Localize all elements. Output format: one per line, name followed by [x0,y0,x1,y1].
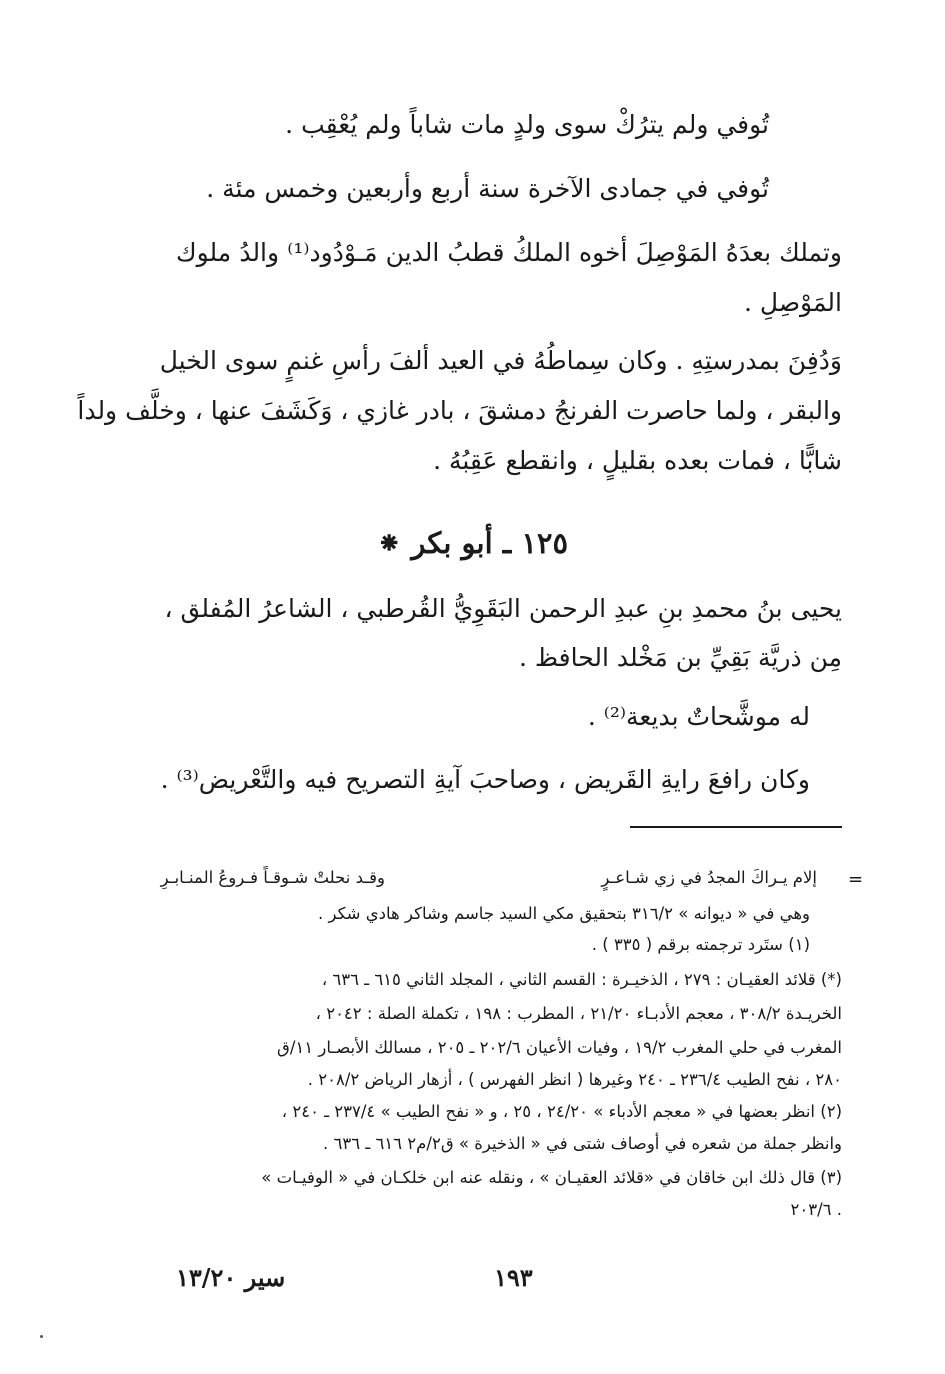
body-line-5: وَدُفِنَ بمدرستِهِ . وكان سِماطُهُ في العيد ألفَ رأسِ غنمٍ سوى الخيل [159,346,842,375]
body-line-1: تُوفي ولم يترُكْ سوى ولدٍ مات شاباً ولم يُعْقِب . [285,110,769,139]
footnote-line-9: (٣) قال ذلك ابن خاقان في «قلائد العقيـان » ، ونقله عنه ابن خلكـان في « الوفيـات » [261,1168,842,1187]
scan-speck [40,1335,43,1338]
footnote-line-7: (٢) انظر بعضها في « معجم الأدباء » ٢٤/٢٠ ، ٢٥ ، و « نفح الطيب » ٢٣٧/٤ ـ ٢٤٠ ، [281,1102,842,1121]
body-line-2: تُوفي في جمادى الآخرة سنة أربع وأربعين وخمس مئة . [206,174,769,203]
signature-mark: سير ١٣/٢٠ [176,1263,286,1292]
entry-line-3: له موشَّحاتٌ بديعة⁽²⁾ . [587,702,810,731]
entry-heading: ١٢٥ ـ أبو بكر ⁕ [376,526,569,560]
body-line-4: المَوْصِلِ . [744,288,842,317]
body-line-7: شابًّا ، فمات بعده بقليلٍ ، وانقطع عَقِبُهُ . [433,446,842,475]
footnote-line-3: (*) قلائد العقيـان : ٢٧٩ ، الذخيـرة : القسم الثاني ، المجلد الثاني ٦١٥ ـ ٦٣٦ ، [321,970,842,989]
footnote-verse-right: إلام يـراكَ المجدُ في زي شـاعـرٍ [601,868,817,887]
footnote-line-8: وانظر جملة من شعره في أوصاف شتى في « الذخيرة » ق٢/م٢ ٦١٦ ـ ٦٣٦ . [323,1134,842,1153]
footnote-line-10: ٢٠٣/٦ . [790,1200,842,1219]
footnote-separator [630,826,842,828]
footnote-verse-left: وقـد نحلتْ شـوقـاً فـروعُ المنـابـرِ [160,868,385,887]
footnote-line-5: المغرب في حلي المغرب ١٩/٢ ، وفيات الأعيان ٢٠٢/٦ ـ ٢٠٥ ، مسالك الأبصـار ١١/ق [277,1038,842,1057]
page-number: ١٩٣ [494,1263,533,1292]
footnote-line-1: وهي في « ديوانه » ٣١٦/٢ بتحقيق مكي السيد جاسم وشاكر هادي شكر . [317,904,810,923]
footnote-line-6: ٢٨٠ ، نفح الطيب ٢٣٦/٤ ـ ٢٤٠ وغيرها ( انظر الفهرس ) ، أزهار الرياض ٢٠٨/٢ . [307,1070,842,1089]
entry-line-1: يحيى بنُ محمدِ بنِ عبدِ الرحمن البَقَوِيُّ القُرطبي ، الشاعرُ المُفلق ، [164,594,842,623]
entry-line-4: وكان رافعَ رايةِ القَريض ، وصاحبَ آيةِ التصريح فيه والتَّعْريض⁽³⁾ . [160,765,810,794]
continuation-mark: = [848,869,864,890]
entry-line-2: مِن ذريَّة بَقِيِّ بن مَخْلد الحافظ . [519,643,842,672]
body-line-6: والبقر ، ولما حاصرت الفرنجُ دمشقَ ، بادر غازي ، وَكَشَفَ عنها ، وخلَّف ولداً [77,396,842,425]
body-line-3: وتملك بعدَهُ المَوْصِلَ أخوه الملكُ قطبُ الدين مَـوْدُود⁽¹⁾ والدُ ملوك [176,238,842,267]
footnote-line-2: (١) ستَرد ترجمته برقم ( ٣٣٥ ) . [591,935,810,954]
footnote-line-4: الخريـدة ٣٠٨/٢ ، معجم الأدبـاء ٢١/٢٠ ، المطرب : ١٩٨ ، تكملة الصلة : ٢٠٤٢ ، [315,1004,842,1023]
